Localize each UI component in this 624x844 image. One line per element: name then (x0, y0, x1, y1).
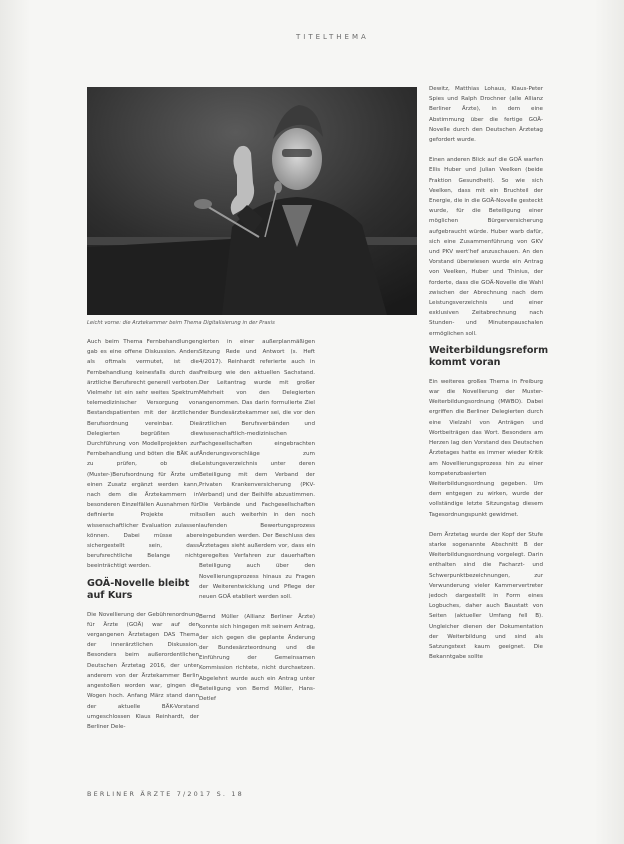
column-middle (199, 337, 315, 704)
article-photo (87, 87, 417, 315)
speaker-photo-illustration (87, 87, 417, 315)
col3-paragraph-4: Dem Ärztetag wurde der Kopf der Stufe starke sogenannte Abschnitt B der Weiterbildungsordnung vorgelegt. Darin enthalten sind die Facharzt- und Schwerpunktbezeichnungen, zur Verwunderung vieler Kammervertreter jedoch dargestellt in Form eines Logbuches, daher auch Baustatt von Seiten (aktueller Umfang fell B). Ungleicher dienen der Dokumentation der Weiterbildung und sind als Satzungstext kaum geeignet. Die Bekanntgabe sollte (429, 531, 543, 661)
col1-paragraph-2: Die Novellierung der Gebührenordnung für Ärzte (GOÄ) war auf den vergangenen Ärztetagen DAS Thema der innerärztlichen Diskussion. Besonders beim außerordentlichen Deutschen Ärztetag 2016, der unter anderem von der Ärztekammer Berlin angestoßen worden war, gingen die Wogen hoch. Anfang März stand dann der aktuelle BÄK-Vorstand umgeschlossen Klaus Reinhardt, der Berliner Dele- (87, 611, 199, 730)
col3-paragraph-3: Ein weiteres großes Thema in Freiburg war die Novellierung der Muster-Weiterbildungsordnung (MWBO). Dabei ergriffen die Berliner Delegierten durch eine Vielzahl von Anträgen und Wortbeiträgen das Wort. Besonders am Herzen lag den Vorstand des Deutschen Ärztetages hatte es immer wieder Kritik am Novellierungsprozess hin zu einer kompetenzbasierten Weiterbildungsordnung gegeben. Um dem entgegen zu wirken, wurde der vollständige letzte Sitzungstag diesem Tagesordnungspunkt gewidmet. (429, 378, 543, 518)
photo-caption: Leicht vorne: die Ärztekammer beim Thema Digitalisierung in der Praxis (87, 320, 275, 326)
column-right (429, 84, 549, 662)
section-heading-goae: GOÄ-Novelle bleibt auf Kurs (87, 577, 190, 601)
col3-paragraph-2: Einen anderen Blick auf die GOÄ warfen Ellis Huber und Julian Veelken (beide Fraktion Gesundheit). So wie sich Veelken, dass mit ein Bruchteil der Energie, die in die GOÄ-Novelle gesteckt wurde, für die Beteiligung einer möglichen Bürgerversicherung aufgebraucht würde. Huber warb dafür, sich eine Zusammenführung von GKV und PKV wert'hef anzuschauen. An den Vorstand überwiesen wurde ein Antrag von Veelken, Huber und Thinius, der forderte, dass die GOÄ-Novelle die Wahl zwischen der Abrechnung nach dem Leistungsverzeichnis und einer exklusiven Zeitabrechnung nach Stunden- und Minutenpauschalen ermöglichen soll. (429, 157, 543, 337)
col3-paragraph-1: Dewitz, Matthias Lohaus, Klaus-Peter Spies und Ralph Drochner (alle Allianz Berliner Ärzte), in dem eine Abstimmung über die fertige GOÄ-Novelle durch den Deutschen Ärztetag gefordert wurde. (429, 86, 543, 144)
section-heading-weiterbildung: Weiterbildungsreform kommt voran (429, 344, 549, 368)
column-left (87, 337, 199, 732)
running-head: TITELTHEMA (296, 33, 369, 41)
col2-paragraph-1: gierten in einer außerplanmäßigen Sitzung Rede und Antwort (s. Heft 4/2017). Reinhardt referierte auch in Freiburg wie den aktuellen Sachstand. Der Leitantrag wurde mit großer Mehrheit von den Delegierten angenommen. Das darin formulierte Ziel der Bundesärztekammer sei, die vor den ärztlichen Berufsverbänden und wissenschaftlich-medizinischen Fachgesellschaften eingebrachten Änderungsvorschläge zum Leistungsverzeichnis unter deren Beteiligung mit dem Verband der Privaten Krankenversicherung (PKV-Verband) und der Beihilfe abzustimmen. Die Verbände und Fachgesellschaften sollen auch weiterhin in den noch laufenden Bewertungsprozess eingebunden werden. Der Beschluss des Ärztetages sieht außerdem vor, dass ein geregeltes Verfahren zur dauerhaften Beteiligung auch über den Novellierungsprozess hinaus zu Fragen der Weiterentwicklung und Pflege der neuen GOÄ etabliert werden soll. (199, 339, 315, 601)
col1-paragraph-1: Auch beim Thema Fernbehandlungen gab es eine offene Diskussion. Anders als oftmals vermutet, ist die Fernbehandlung keinesfalls durch das ärztliche Berufsrecht generell verboten. Vielmehr ist ein sehr weites Spektrum telemedizinischer Versorgung von Bestandspatienten mit der ärztlichen Berufsordnung vereinbar. Die Delegierten begrüßten die Durchführung von Modellprojekten zur Fernbehandlung und böten die BÄK auf zu prüfen, ob die (Muster-)Berufsordnung für Ärzte um einen Zusatz ergänzt werden kann, nach dem die Ärztekammern in besonderen Einzelfällen Ausnahmen für definierte Projekte mit wissenschaftlicher Evaluation zulassen können. Dabei müsse aber sichergestellt sein, dass berufsrechtliche Belange nicht beeinträchtigt werden. (87, 339, 199, 570)
col2-paragraph-2: Bernd Müller (Allianz Berliner Ärzte) konnte sich hingegen mit seinem Antrag, der sich gegen die geplante Änderung der Bundesärzteordnung und die Einführung der Gemeinsamen Kommission richtete, nicht durchsetzen. Abgelehnt wurde auch ein Antrag unter Beteiligung von Bernd Müller, Hans-Detlef (199, 614, 315, 702)
page-footer: BERLINER ÄRZTE 7/2017 S. 18 (87, 790, 244, 798)
